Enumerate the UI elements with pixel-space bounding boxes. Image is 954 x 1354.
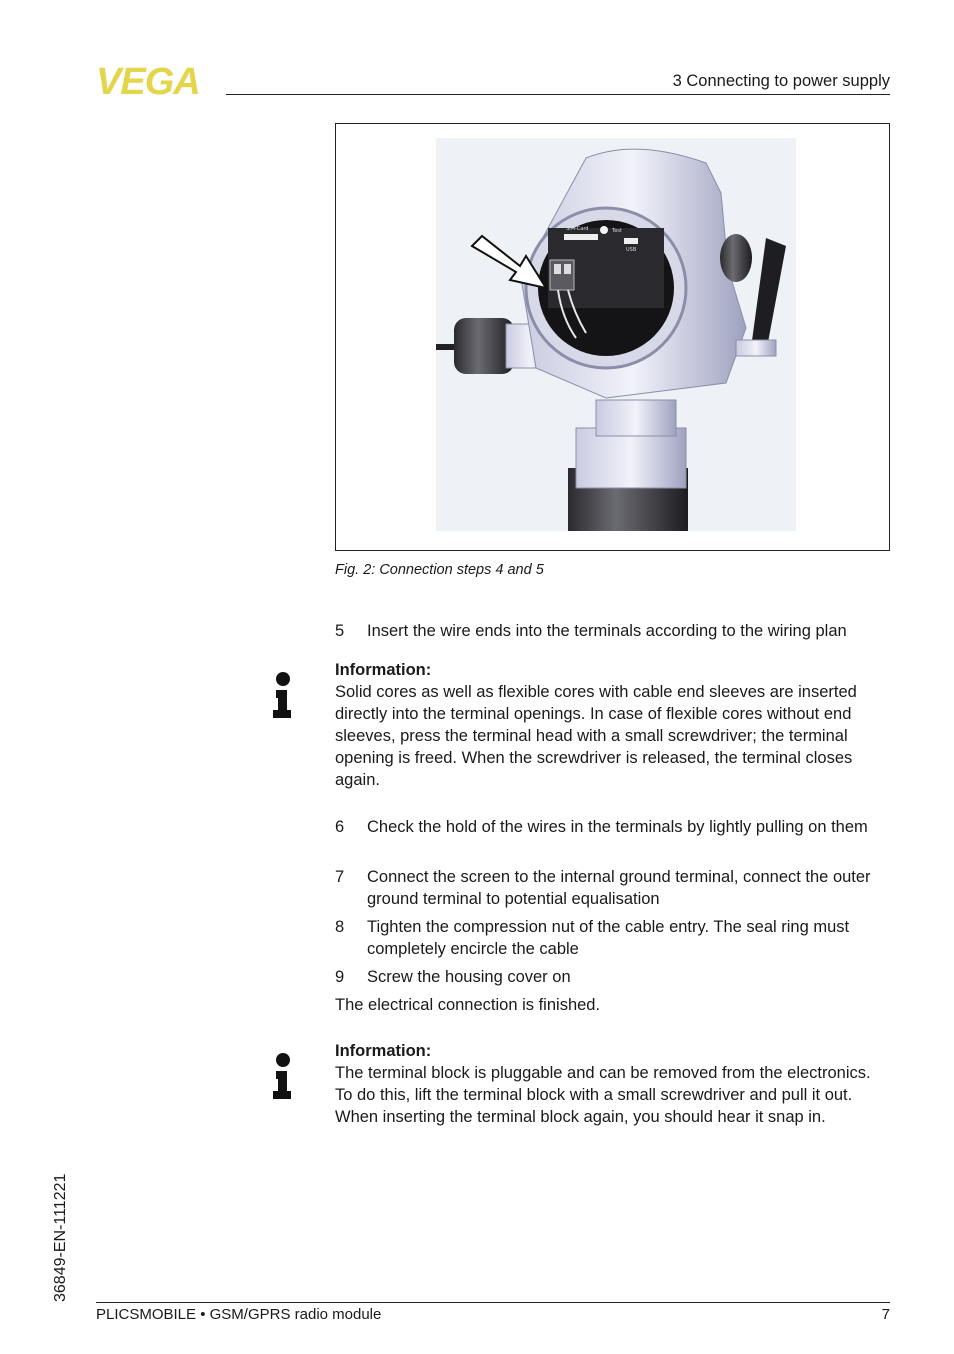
step-text: Connect the screen to the internal ground terminal, connect the outer ground terminal to potential equalisation xyxy=(367,868,871,908)
step-text: Insert the wire ends into the terminals according to the wiring plan xyxy=(367,622,847,640)
footer-product: PLICSMOBILE • GSM/GPRS radio module xyxy=(96,1306,382,1323)
figure-caption: Fig. 2: Connection steps 4 and 5 xyxy=(335,562,544,578)
conclusion-text: The electrical connection is finished. xyxy=(335,996,601,1014)
step-text: Screw the housing cover on xyxy=(367,968,571,986)
page-number: 7 xyxy=(881,1306,890,1323)
section-title: 3 Connecting to power supply xyxy=(672,72,890,90)
svg-text:VEGA: VEGA xyxy=(96,64,200,98)
step-text: Check the hold of the wires in the terminals by lightly pulling on them xyxy=(367,818,868,836)
vega-logo xyxy=(96,64,220,98)
step-item xyxy=(335,620,891,642)
info-heading: Information: xyxy=(335,661,432,679)
footer-divider xyxy=(96,1302,890,1303)
info-icon xyxy=(270,1053,296,1103)
info-text: Solid cores as well as flexible cores with cable end sleeves are inserted directly into the terminal openings. In case of flexible cores without end sleeves, press the terminal head with a small screwdriver; the terminal opening is freed. When the screwdriver is released, the terminal closes again. xyxy=(335,683,857,789)
step-number: 8 xyxy=(335,918,345,936)
step-number: 5 xyxy=(335,622,345,640)
step-item xyxy=(335,916,891,960)
header-divider xyxy=(226,94,890,95)
step-number: 9 xyxy=(335,968,345,986)
document-number: 36849-EN-111221 xyxy=(52,1173,69,1302)
svg-text:Test: Test xyxy=(612,228,622,234)
figure-frame xyxy=(335,123,890,551)
step-item xyxy=(335,866,891,910)
step-item xyxy=(335,816,891,838)
step-item xyxy=(335,966,891,988)
svg-text:Status: Status xyxy=(612,216,628,222)
device-illustration xyxy=(436,138,796,531)
step-number: 7 xyxy=(335,868,345,886)
svg-text:SIM-Card: SIM-Card xyxy=(566,226,589,232)
info-icon xyxy=(270,672,296,722)
step-text: Tighten the compression nut of the cable entry. The seal ring must completely encircle the cable xyxy=(367,918,850,958)
step-number: 6 xyxy=(335,818,345,836)
info-block xyxy=(335,1040,891,1128)
info-heading: Information: xyxy=(335,1042,432,1060)
info-block xyxy=(335,659,891,791)
info-text: The terminal block is pluggable and can be removed from the electronics. To do this, lift the terminal block with a small screwdriver and pull it out. When inserting the terminal block again, you should hear it snap in. xyxy=(335,1064,871,1126)
svg-text:USB: USB xyxy=(626,247,637,253)
